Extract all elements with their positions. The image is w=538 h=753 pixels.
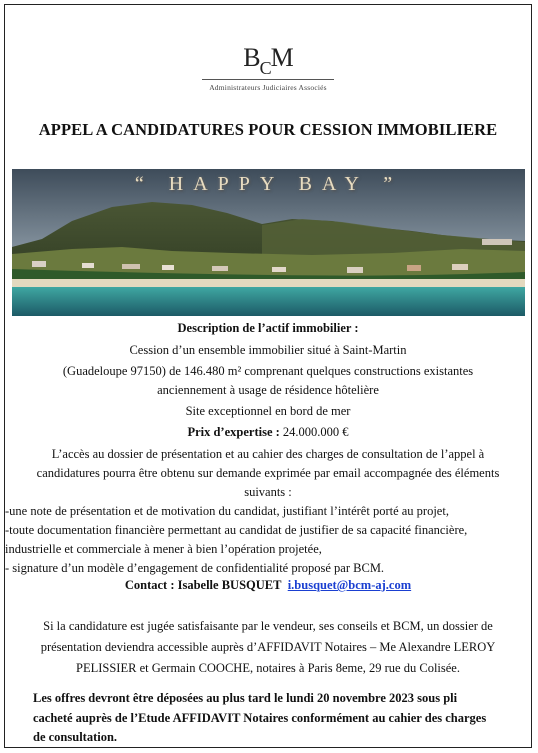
logo-letter-m: M — [270, 43, 293, 72]
description-heading: Description de l’actif immobilier : — [177, 321, 359, 335]
conditions-line-1: Si la candidature est jugée satisfaisante par le vendeur, ses conseils et BCM, un dossier de — [43, 619, 493, 633]
page-title: APPEL A CANDIDATURES POUR CESSION IMMOBILIERE — [38, 120, 498, 139]
logo-subtitle: Administrateurs Judiciaires Associés — [209, 83, 327, 92]
description-line-1: Cession d’un ensemble immobilier situé à Saint-Martin — [129, 343, 407, 357]
description-line-3: anciennement à usage de résidence hôtelière — [157, 383, 379, 397]
logo-letter-c: C — [259, 58, 271, 78]
description-line-2: (Guadeloupe 97150) de 146.480 m² comprenant quelques constructions existantes — [62, 364, 474, 378]
deadline-line-3: de consultation. — [33, 730, 118, 744]
announcement-page — [4, 4, 532, 748]
description-line-4: Site exceptionnel en bord de mer — [185, 404, 351, 418]
list-item: industrielle et commerciale à mener à bien l’opération projetée, — [5, 542, 322, 556]
deadline-line-1: Les offres devront être déposées au plus tard le lundi 20 novembre 2023 sous pli — [33, 691, 458, 705]
contact-line — [5, 576, 531, 595]
conditions-line-3: PELISSIER et Germain COOCHE, notaires à Paris 8eme, 29 rue du Colisée. — [76, 661, 460, 675]
contact-label: Contact : Isabelle BUSQUET — [124, 578, 282, 592]
list-item: - signature d’un modèle d’engagement de confidentialité proposé par BCM. — [5, 561, 385, 575]
conditions-line-2: présentation deviendra accessible auprès d’AFFIDAVIT Notaires – Me Alexandre LEROY — [40, 640, 496, 654]
logo-divider — [202, 79, 334, 80]
access-line-2: candidatures pourra être obtenu sur demande exprimée par email accompagnée des éléments — [36, 466, 500, 480]
bcm-logo — [5, 45, 531, 92]
photo-caption: “ HAPPY BAY ” — [134, 173, 403, 195]
logo-mark — [5, 43, 531, 78]
price-line — [5, 423, 531, 442]
price-label: Prix d’expertise : — [187, 425, 280, 439]
property-photo — [12, 169, 525, 316]
list-item: -une note de présentation et de motivation du candidat, justifiant l’intérêt porté au projet, — [5, 504, 449, 518]
logo-letter-b: B — [243, 43, 260, 72]
contact-email-link[interactable]: i.busquet@bcm-aj.com — [287, 578, 412, 592]
access-line-3: suivants : — [244, 485, 292, 499]
deadline-line-2: cacheté auprès de l’Etude AFFIDAVIT Notaires conformément au cahier des charges — [33, 711, 487, 725]
access-line-1: L’accès au dossier de présentation et au cahier des charges de consultation de l’appel à — [51, 447, 485, 461]
price-value: 24.000.000 € — [279, 425, 349, 439]
list-item: -toute documentation financière permettant au candidat de justifier de sa capacité financière, — [5, 523, 468, 537]
sea — [12, 287, 525, 316]
